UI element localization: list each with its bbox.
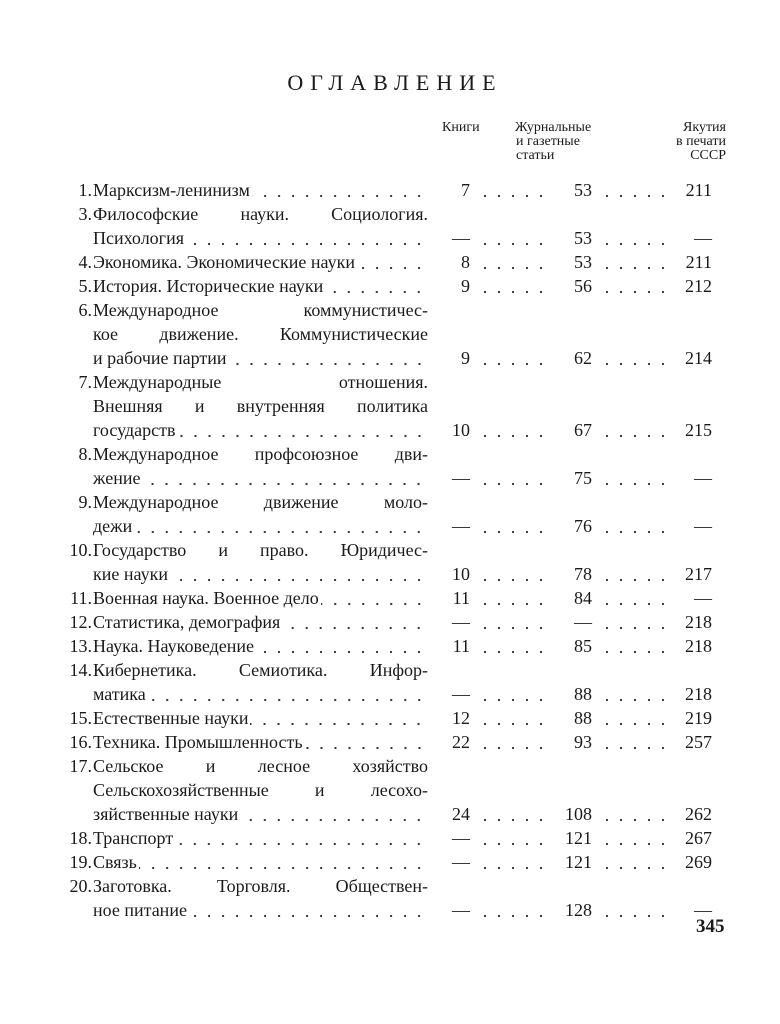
toc-entry [60, 730, 720, 754]
dot-leader [256, 634, 426, 658]
entry-page-refs [430, 226, 712, 250]
dot-leader [472, 346, 548, 370]
dot-leader [170, 562, 426, 586]
journals-page: 53 [574, 252, 592, 272]
entry-number: 3. [78, 204, 92, 224]
entry-title-line: Заготовка. Торговля. Обществен- [93, 876, 428, 896]
entry-title-line [93, 850, 428, 874]
toc-entry [60, 490, 720, 538]
yakutia-page: 218 [685, 684, 712, 704]
entry-title-text: дежи [93, 516, 133, 536]
entry-title-text: государств [93, 420, 176, 440]
entry-number: 6. [78, 300, 92, 320]
entry-title-text: Марксизм-ленинизм [93, 180, 250, 200]
entry-title-text: жение [93, 468, 141, 488]
dot-leader [472, 682, 548, 706]
dot-leader [594, 418, 670, 442]
entry-page-refs [430, 586, 712, 610]
dot-leader [594, 226, 670, 250]
toc-entry [60, 298, 720, 370]
entry-title-text: матика [93, 684, 146, 704]
dot-leader [189, 898, 426, 922]
dot-leader [472, 562, 548, 586]
yakutia-page: 215 [685, 420, 712, 440]
dot-leader [229, 346, 426, 370]
dot-leader [472, 514, 548, 538]
dot-leader [594, 634, 670, 658]
entry-title-line [93, 634, 428, 658]
entry-page-refs [430, 730, 712, 754]
dot-leader [305, 730, 426, 754]
entry-number: 15. [69, 708, 92, 728]
column-header-journals [515, 121, 591, 163]
entry-title-line [93, 274, 428, 298]
entry-title-line [93, 730, 428, 754]
column-header-yakutia [640, 121, 726, 163]
journals-page: 78 [574, 564, 592, 584]
dot-leader [472, 274, 548, 298]
entry-page-refs [430, 514, 712, 538]
entry-page-refs [430, 346, 712, 370]
journals-page: 62 [574, 348, 592, 368]
entry-page-refs [430, 802, 712, 826]
dot-leader [142, 466, 426, 490]
entry-title-line [93, 586, 428, 610]
entry-number: 7. [78, 372, 92, 392]
entry-page-refs [430, 418, 712, 442]
entry-number: 19. [69, 852, 92, 872]
entry-title-text: Связь [93, 852, 137, 872]
journals-page: 67 [574, 420, 592, 440]
entry-page-refs [430, 898, 712, 922]
header-line: в печати [676, 134, 726, 149]
books-page: 11 [452, 588, 470, 608]
yakutia-page: 257 [685, 732, 712, 752]
yakutia-page: 218 [685, 636, 712, 656]
journals-page: 85 [574, 636, 592, 656]
journals-page: 53 [574, 228, 592, 248]
books-page: 24 [452, 804, 470, 824]
entry-title-line [93, 178, 428, 202]
entry-title-line: Международные отношения. [93, 372, 428, 392]
dot-leader [472, 226, 548, 250]
dot-leader [472, 826, 548, 850]
journals-page: 121 [565, 852, 592, 872]
books-page: 10 [452, 564, 470, 584]
dot-leader [472, 250, 548, 274]
dot-leader [594, 466, 670, 490]
header-line: СССР [690, 148, 726, 163]
entry-title-line: кое движение. Коммунистические [93, 324, 428, 344]
entry-title-text: кие науки [93, 564, 168, 584]
books-page: 12 [452, 708, 470, 728]
toc-entry [60, 274, 720, 298]
dot-leader [472, 850, 548, 874]
books-page: — [452, 900, 470, 920]
dot-leader [594, 346, 670, 370]
journals-page: 53 [574, 180, 592, 200]
journals-page: 88 [574, 708, 592, 728]
books-page: — [452, 516, 470, 536]
toc-entry [60, 610, 720, 634]
entry-title-text: и рабочие партии [93, 348, 227, 368]
header-line: Журнальные [515, 120, 592, 135]
yakutia-page: — [694, 228, 712, 248]
entry-title-line [93, 898, 428, 922]
entry-title-line [93, 802, 428, 826]
entry-number: 11. [70, 588, 92, 608]
entry-title-text: ное питание [93, 900, 187, 920]
toc-entry [60, 586, 720, 610]
toc-entry [60, 706, 720, 730]
books-page: 22 [452, 732, 470, 752]
entry-number: 16. [69, 732, 92, 752]
entry-title-text: Естественные науки [93, 708, 249, 728]
entry-page-refs [430, 682, 712, 706]
column-header-books: Книги [442, 120, 480, 135]
dot-leader [594, 730, 670, 754]
entry-title-text: Военная наука. Военное дело [93, 588, 319, 608]
yakutia-page: — [694, 588, 712, 608]
entry-page-refs [430, 706, 712, 730]
toc-entry [60, 442, 720, 490]
entry-page-refs [430, 274, 712, 298]
entry-title-text: Транспорт [93, 828, 174, 848]
entry-page-refs [430, 850, 712, 874]
entry-title-line: Международное движение моло- [93, 492, 428, 512]
yakutia-page: 217 [685, 564, 712, 584]
books-page: — [452, 228, 470, 248]
dot-leader [594, 826, 670, 850]
books-page: — [452, 684, 470, 704]
entry-page-refs [430, 610, 712, 634]
dot-leader [282, 610, 426, 634]
entry-title-line: Сельское и лесное хозяйство [93, 756, 428, 776]
yakutia-page: 267 [685, 828, 712, 848]
toc-entry [60, 658, 720, 706]
dot-leader [594, 274, 670, 298]
journals-page: — [574, 612, 592, 632]
dot-leader [139, 850, 426, 874]
toc-entry [60, 754, 720, 826]
entry-page-refs [430, 562, 712, 586]
journals-page: 88 [574, 684, 592, 704]
journals-page: 108 [565, 804, 592, 824]
dot-leader [250, 706, 426, 730]
entry-number: 14. [69, 660, 92, 680]
entry-title-line: Сельскохозяйственные и лесохо- [93, 780, 428, 800]
entry-title-line [93, 466, 428, 490]
entry-title-line [93, 250, 428, 274]
dot-leader [594, 178, 670, 202]
dot-leader [472, 586, 548, 610]
dot-leader [594, 586, 670, 610]
dot-leader [148, 682, 426, 706]
books-page: 8 [461, 252, 470, 272]
entry-title-line: Международное коммунистичес- [93, 300, 428, 320]
yakutia-page: 262 [685, 804, 712, 824]
entry-page-refs [430, 634, 712, 658]
books-page: — [452, 612, 470, 632]
books-page: 7 [461, 180, 470, 200]
entry-title-text: Экономика. Экономические науки [93, 252, 355, 272]
dot-leader [472, 634, 548, 658]
entry-number: 12. [69, 612, 92, 632]
dot-leader [472, 418, 548, 442]
dot-leader [175, 826, 426, 850]
entry-title-text: Техника. Промышленность [93, 732, 303, 752]
journals-page: 121 [565, 828, 592, 848]
dot-leader [252, 178, 426, 202]
dot-leader [594, 514, 670, 538]
entry-title-text: История. Исторические науки [93, 276, 324, 296]
entry-number: 8. [78, 444, 92, 464]
toc-entry [60, 850, 720, 874]
dot-leader [325, 274, 426, 298]
entry-title-line [93, 682, 428, 706]
journals-page: 93 [574, 732, 592, 752]
toc-entry [60, 634, 720, 658]
toc-entry [60, 538, 720, 586]
books-page: — [452, 468, 470, 488]
dot-leader [178, 418, 426, 442]
entry-page-refs [430, 178, 712, 202]
dot-leader [472, 802, 548, 826]
dot-leader [594, 850, 670, 874]
yakutia-page: 218 [685, 612, 712, 632]
page-number: 345 [696, 916, 725, 937]
dot-leader [472, 898, 548, 922]
dot-leader [594, 682, 670, 706]
header-line: и газетные [516, 134, 580, 149]
toc-entry [60, 826, 720, 850]
entry-number: 17. [69, 756, 92, 776]
books-page: 11 [452, 636, 470, 656]
dot-leader [472, 466, 548, 490]
entry-title-line [93, 826, 428, 850]
yakutia-page: — [694, 468, 712, 488]
entry-title-line [93, 226, 428, 250]
entry-title-text: зяйственные науки [93, 804, 239, 824]
dot-leader [594, 706, 670, 730]
entry-title-line: Государство и право. Юридичес- [93, 540, 428, 560]
dot-leader [134, 514, 426, 538]
yakutia-page: 269 [685, 852, 712, 872]
entry-number: 9. [78, 492, 92, 512]
entry-page-refs [430, 250, 712, 274]
yakutia-page: 212 [685, 276, 712, 296]
dot-leader [321, 586, 426, 610]
header-line: статьи [516, 148, 555, 163]
books-page: 9 [461, 348, 470, 368]
entry-title-line: Международное профсоюзное дви- [93, 444, 428, 464]
toc-entry [60, 370, 720, 442]
dot-leader [357, 250, 426, 274]
dot-leader [594, 610, 670, 634]
entry-number: 1. [78, 180, 92, 200]
dot-leader [472, 610, 548, 634]
header-line: Якутия [683, 120, 726, 135]
toc-entry [60, 250, 720, 274]
page-title: ОГЛАВЛЕНИЕ [287, 70, 503, 95]
dot-leader [186, 226, 426, 250]
entry-title-line [93, 346, 428, 370]
dot-leader [594, 802, 670, 826]
entry-number: 4. [78, 252, 92, 272]
entry-number: 20. [69, 876, 92, 896]
dot-leader [594, 562, 670, 586]
journals-page: 128 [565, 900, 592, 920]
journals-page: 76 [574, 516, 592, 536]
yakutia-page: 211 [685, 180, 712, 200]
entry-title-line [93, 562, 428, 586]
table-of-contents [60, 178, 720, 922]
entry-number: 13. [69, 636, 92, 656]
yakutia-page: 211 [685, 252, 712, 272]
entry-title-line: Внешняя и внутренняя политика [93, 396, 428, 416]
toc-entry [60, 202, 720, 250]
books-page: 10 [452, 420, 470, 440]
toc-entry [60, 874, 720, 922]
entry-title-text: Наука. Науковедение [93, 636, 254, 656]
books-page: — [452, 828, 470, 848]
entry-title-line [93, 610, 428, 634]
dot-leader [472, 178, 548, 202]
entry-title-text: Психология [93, 228, 184, 248]
entry-number: 5. [78, 276, 92, 296]
entry-page-refs [430, 466, 712, 490]
yakutia-page: 214 [685, 348, 712, 368]
entry-title-line: Кибернетика. Семиотика. Инфор- [93, 660, 428, 680]
entry-title-line [93, 706, 428, 730]
yakutia-page: — [694, 516, 712, 536]
dot-leader [594, 250, 670, 274]
dot-leader [472, 730, 548, 754]
entry-title-line [93, 418, 428, 442]
dot-leader [594, 898, 670, 922]
yakutia-page: — [694, 900, 712, 920]
yakutia-page: 219 [685, 708, 712, 728]
entry-title-line [93, 514, 428, 538]
journals-page: 84 [574, 588, 592, 608]
entry-title-line: Философские науки. Социология. [93, 204, 428, 224]
entry-page-refs [430, 826, 712, 850]
toc-entry [60, 178, 720, 202]
books-page: — [452, 852, 470, 872]
entry-number: 18. [69, 828, 92, 848]
entry-number: 10. [69, 540, 92, 560]
dot-leader [240, 802, 426, 826]
books-page: 9 [461, 276, 470, 296]
journals-page: 56 [574, 276, 592, 296]
dot-leader [472, 706, 548, 730]
entry-title-text: Статистика, демография [93, 612, 281, 632]
journals-page: 75 [574, 468, 592, 488]
